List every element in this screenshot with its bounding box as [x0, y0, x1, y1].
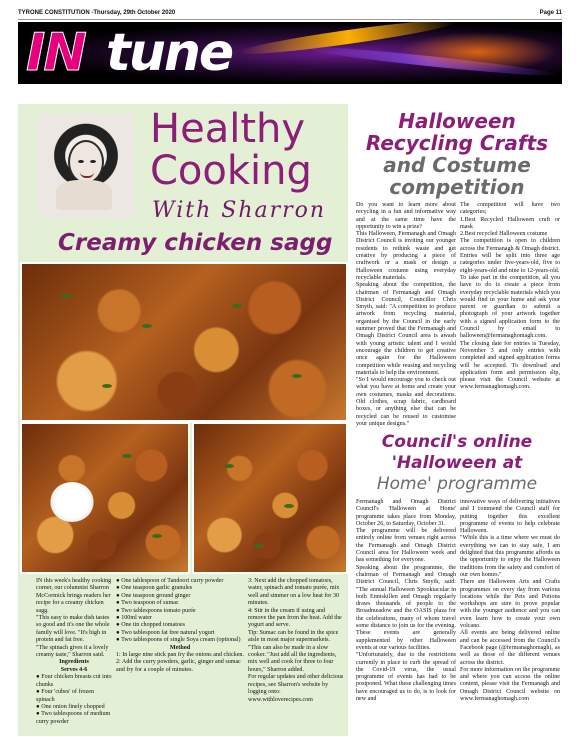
columnist-photo [38, 114, 134, 218]
cooking-title [150, 108, 312, 192]
ingredient-item: ● Two tablespoons of single Soya cream (optional) [116, 637, 241, 644]
recipe-intro-paragraph: "This easy to make dish tastes so good and it's one the whole family will love. "It's high in protein and fat free. [36, 615, 110, 644]
method-heading: Method [169, 644, 191, 651]
columnist-face [68, 140, 104, 184]
article-paragraph: All events are being delivered online and can be accessed from the Council's Facebook page (@fermanaghomagh), as well as those of the different venues across the district. [460, 630, 560, 666]
method-step: 3: Next add the chopped tomatoes, water, spinach and tomato purée, mix well and simmer on a low heat for 30 minutes. [248, 578, 340, 607]
smile [80, 172, 94, 178]
eye [90, 160, 96, 163]
method-tip: Tip: Sumac can be found in the spice aisle in most major supermarkets. [248, 629, 339, 644]
ingredients-heading: Ingredients [59, 659, 89, 666]
council-headline [352, 432, 562, 495]
recipe-intro-column [36, 578, 112, 726]
council-column-2 [460, 499, 560, 703]
article-paragraph: To take part in the competition, all you have to do is create a piece from everyday recyclable materials which you would find in your home and ask your parent or guardian to submit a photograph of your artwork together with a signed application form to the Council by email to halloween@fermanaghomagh.com. [460, 274, 560, 340]
method-step: 4: Stir in the cream if using and remove the pan from the heat. Add the yogurt and serve. [248, 607, 342, 629]
article-paragraph: This Halloween, Fermanagh and Omagh District Council is inviting our younger residents to rethink waste and get creative by producing a piece of craftwork or a mask or design a Halloween costume using everyday recyclable materials. [356, 231, 456, 281]
method-note: "This can also be made in a slow cooker. "Just add all the ingredients, mix well and cook for three to four hours," Sharron added. [248, 644, 337, 673]
herb-garnish [122, 454, 132, 458]
recipe-intro-paragraph: IN this week's healthy cooking corner, our columnist Sharron McCormick brings readers her recipe for a creamy chicken sagg. [36, 578, 112, 614]
herb-garnish [232, 304, 242, 308]
method-step: 1: In large nine stick pan fry the onions and chicken. [116, 652, 244, 659]
council-headline-line: 'Halloween at [391, 453, 523, 473]
article-paragraph: Do you want to learn more about recycling in a fun and informative way and at the same time have the opportunity to win a prize? [356, 202, 456, 230]
curry-photo-main [20, 262, 348, 422]
ingredient-item: ● Two tablespoon fat free natural yogurt [116, 629, 215, 636]
ingredient-item: ● One tablespoon of Tandoori curry powder [116, 578, 224, 584]
ingredient-item: ● Two tablespoons tomato purée [116, 607, 196, 614]
article-paragraph: Speaking about the competition, the chairman of Fermanagh and Omagh District Council, Councillor Chris Smyth, said: "A competition to produce artwork from recycling material, organised by the Council in the early summer proved that the Fermanagh and Omagh District Council area is awash with young artistic talent and I would encourage the children to get creative once again for the Halloween competition while reusing and recycling materials to help the environment. [356, 282, 456, 376]
halloween-headline-line: Halloween [398, 109, 516, 133]
article-paragraph: There are Halloween Arts and Crafts programmes on every day from various locations while the Pets and Potions workshops are sure to prove popular with the younger audience and you can even learn how to create your own volcano. [460, 579, 560, 630]
herb-garnish [254, 544, 264, 548]
article-paragraph: For more information on the programme and where you can access the online content, please visit the Fermanagh and Omagh District Council website on www.fermanaghomagh.com [460, 666, 560, 703]
article-paragraph: 1.Best Recycled Halloween craft or mask [460, 216, 560, 230]
herb-garnish [292, 374, 302, 378]
page-header [18, 6, 562, 20]
ingredient-item: ● Two tablespoons of medium curry powder [36, 711, 111, 725]
article-paragraph: The programme will be delivered entirely online from venues right across the Fermanagh and Omagh District Council area for Halloween week and has something for everyone. [356, 528, 456, 564]
article-paragraph: "While this is a time where we must do everything we can to stay safe, I am delighted that this programme affords us the opportunity to enjoy the Halloween traditions from the safety and comfort of our own homes." [460, 535, 560, 578]
halloween-headline [352, 110, 562, 198]
paper-dateline: TYRONE CONSTITUTION -Thursday, 29th October 2020 [18, 9, 176, 16]
recipe-title: Creamy chicken sagg [58, 230, 333, 256]
recipe-intro-paragraph: "The spinach gives it a lovely creamy taste," Sharron said. [36, 644, 109, 659]
herb-garnish [284, 504, 294, 508]
banner-light-glow [398, 32, 558, 72]
eye [78, 160, 84, 163]
ingredient-item: ● Four 'cubes' of frozen spinach [36, 689, 94, 703]
ingredient-item: ● One teaspoon ground ginger [116, 592, 191, 599]
halloween-headline-line: Recycling Crafts [365, 131, 549, 155]
herb-garnish [102, 384, 112, 388]
article-paragraph: Fermanagh and Omagh District Council's 'Halloween at Home' programme takes place from Monday, October 26, to Saturday, October 31. [356, 499, 456, 527]
council-headline-line: Council's online [381, 432, 533, 452]
article-paragraph: innovative ways of delivering initiatives and I commend the Council staff for putting together this excellent programme of events to help celebrate Halloween. [460, 499, 560, 535]
herb-garnish [224, 464, 234, 468]
logo-in-text: IN [26, 23, 85, 83]
columnist-hands [56, 180, 112, 210]
council-column-1 [356, 499, 456, 703]
curry-photo-pan [192, 422, 348, 574]
article-paragraph: The competition will have two categories; [460, 202, 560, 216]
ingredient-item: ● 100ml water [116, 615, 152, 622]
page-number: Page 11 [539, 9, 562, 16]
article-paragraph: Speaking about the programme, the chairman of Fermanagh and Omagh District Council, Chris Smyth, said: "The annual Halloween Spooktacular in both Enniskillen and Omagh regularly draws thousands of people to the Broadmeadow and the OASIS plaza for the celebrations, many of whom travel some distance to join us for the evening. These events are generally supplemented by other Halloween events at our various facilities. [356, 564, 456, 651]
website-note: For regular updates and other delicious recipes, see Sharron's website by logging onto: [248, 674, 344, 696]
article-paragraph: 2.Best recycled Halloween costume [460, 231, 548, 238]
herb-garnish [152, 534, 162, 538]
article-paragraph: "Unfortunately, due to the restrictions currently in place to curb the spread of the Covid-19 virus, the usual programme of events has had to be postponed. What these challenging times have encouraged us to do, is to look for new and [356, 652, 456, 703]
ingredient-item: ● Two teaspoon of sumac [116, 600, 179, 607]
cooking-subtitle: With Sharron [152, 198, 327, 223]
article-paragraph: The competition is open to children across the Fermanagh & Omagh district. Entries will be split into three age categories under five-years-old, five to eight-years-old and nine to 12-years-old. [460, 238, 560, 274]
halloween-headline-line: competition [389, 175, 525, 199]
recipe-ingredients-column [116, 578, 244, 674]
halloween-column-2 [460, 202, 560, 420]
method-step: 2: Add the curry powders, garlic, ginger and sumac and fry for a couple of minutes. [116, 659, 241, 673]
article-paragraph: The closing date for entries is Tuesday, November 3 and only entries with completed and signed application forms will be accepted. To download and application form and permission slip, please visit the Council website at www.fermanaghomagh.com. [460, 340, 560, 391]
intune-banner [18, 22, 562, 84]
yogurt-dollop [50, 482, 94, 522]
halloween-headline-line: and Costume [383, 153, 531, 177]
website-url: www.withloverecipes.com [248, 696, 313, 703]
halloween-column-1 [356, 202, 456, 427]
cooking-title-line1: Healthy [150, 106, 306, 152]
serves-label: Serves 4-6 [60, 666, 88, 673]
ingredient-item: ● One onion finely chopped [36, 703, 105, 710]
curry-photo-yogurt [20, 422, 190, 574]
herb-garnish [142, 324, 152, 328]
ingredient-item: ● One teaspoon garlic granules [116, 585, 193, 592]
article-paragraph: "So I would encourage you to check out what you have at home and create your own costumes, masks and decorations. Old clothes, scrap fabric, cardboard boxes, or anything else that can be recycled can be reused to customise your unique designs." [356, 377, 456, 427]
ingredient-item: ● One tin chopped tomatoes [116, 622, 186, 629]
herb-garnish [62, 294, 72, 298]
recipe-method-column [248, 578, 344, 704]
logo-tune-text: tune [106, 23, 233, 83]
cooking-title-line2: Cooking [150, 148, 312, 194]
council-headline-line: Home' programme [376, 474, 538, 494]
ingredient-item: ● Four chicken breasts cut into chunks [36, 674, 112, 688]
